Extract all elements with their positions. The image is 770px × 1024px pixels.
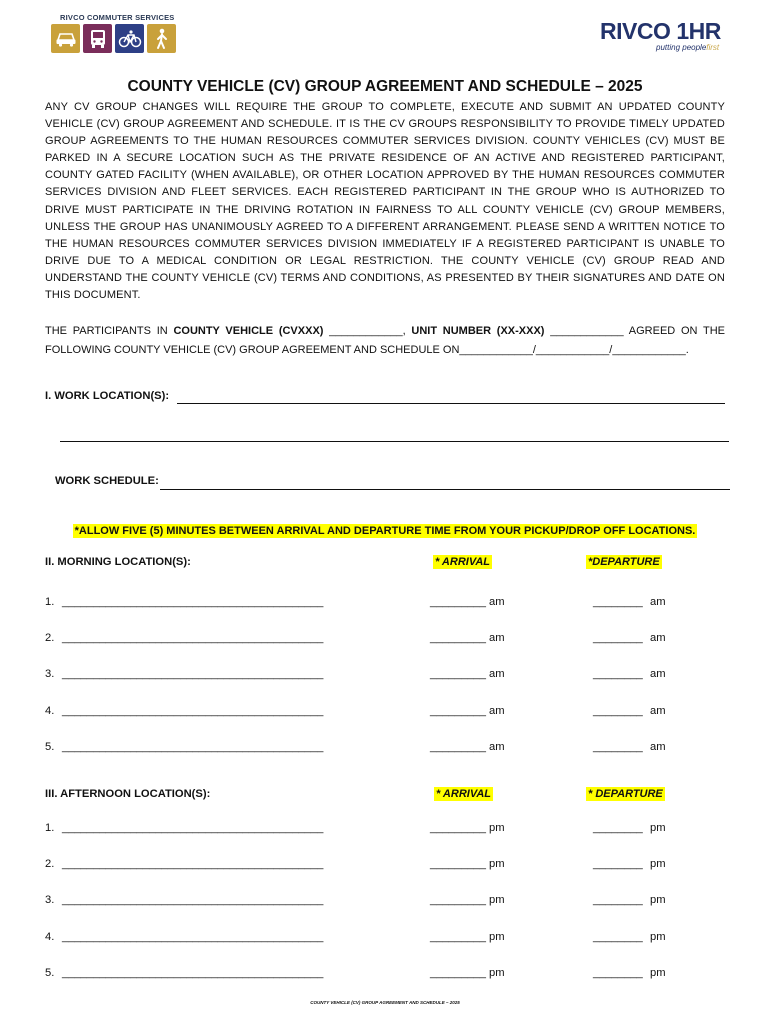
cv-number-field[interactable]: ____________,	[323, 325, 412, 337]
page-footer: COUNTY VEHICLE (CV) GROUP AGREEMENT AND SCHEDULE – 2025	[310, 1000, 460, 1005]
commuter-services-logo-title: RIVCO COMMUTER SERVICES	[60, 13, 175, 22]
row-number: 2.	[45, 632, 55, 645]
document-title: COUNTY VEHICLE (CV) GROUP AGREEMENT AND SCHEDULE – 2025	[127, 78, 643, 95]
departure-time-field[interactable]: ________	[593, 632, 643, 645]
work-location-label: I. WORK LOCATION(S):	[45, 390, 170, 402]
unit-number-field[interactable]: ____________	[544, 325, 629, 337]
arrival-time-field[interactable]: _________	[430, 632, 486, 645]
departure-unit: am	[650, 596, 666, 608]
departure-time-field[interactable]: ________	[593, 668, 643, 681]
hr-logo-left: RIVCO	[600, 18, 671, 44]
arrival-unit: pm	[489, 822, 505, 834]
location-field[interactable]: __________________________________________	[62, 822, 324, 834]
location-field[interactable]: __________________________________________	[62, 704, 324, 717]
cv-number-label: COUNTY VEHICLE (CVXXX)	[173, 325, 324, 337]
bus-icon	[83, 24, 112, 53]
allow-five-minutes-note: *ALLOW FIVE (5) MINUTES BETWEEN ARRIVAL AND DEPARTURE TIME FROM YOUR PICKUP/DROP OFF LOCATIONS.	[74, 525, 696, 537]
hr-logo-right: HR	[688, 18, 721, 44]
departure-time-field[interactable]: ________	[593, 704, 643, 717]
arrival-time-field[interactable]: _________	[430, 822, 486, 834]
departure-unit: pm	[650, 966, 666, 979]
morning-departure-header: *DEPARTURE	[588, 556, 660, 568]
arrival-unit: pm	[489, 894, 505, 907]
location-field[interactable]: __________________________________________	[62, 596, 324, 608]
afternoon-departure-header: * DEPARTURE	[588, 788, 663, 800]
hr-logo-one: 1	[676, 18, 689, 44]
departure-time-field[interactable]: ________	[593, 822, 643, 834]
arrival-time-field[interactable]: _________	[430, 966, 486, 979]
departure-time-field[interactable]: ________	[593, 596, 643, 608]
row-number: 2.	[45, 858, 55, 871]
row-number: 4.	[45, 930, 55, 943]
work-schedule-field[interactable]	[160, 489, 730, 490]
intro-paragraph: ANY CV GROUP CHANGES WILL REQUIRE THE GROUP TO COMPLETE, EXECUTE AND SUBMIT AN UPDATED COUNTY VEHICLE (CV) GROUP AGREEMENT AND SCHEDULE. IT IS THE CV GROUPS RESPONSIBILITY TO PROVIDE TIMELY UPDATED GROUP AGREEMENTS TO THE HUMAN RESOURCES COMMUTER SERVICES DIVISION. COUNTY VEHICLES (CV) MUST BE PARKED IN A SECURE LOCATION SUCH AS THE PRIVATE RESIDENCE OF AN ACTIVE AND REGISTERED PARTICIPANT, COUNTY GATED FACILITY (WHEN AVAILABLE), OR OTHER LOCATION APPROVED BY THE HUMAN RESOURCES COMMUTER SERVICES DIVISION AND FLEET SERVICES. EACH REGISTERED PARTICIPANT IN THE GROUP WHO IS AUTHORIZED TO DRIVE MUST PARTICIPATE IN THE DRIVING ROTATION IN FAIRNESS TO ALL COUNTY VEHICLE (CV) GROUP MEMBERS, UNLESS THE GROUP HAS UNANIMOUSLY AGREED TO A DIFFERENT ARRANGEMENT. PLEASE SEND A WRITTEN NOTICE TO THE HUMAN RESOURCES COMMUTER SERVICES DIVISION IMMEDIATELY IF A REGISTERED PARTICIPANT IS UNABLE TO DRIVE DUE TO A MEDICAL CONDITION OR LEGAL RESTRICTION. THE COUNTY VEHICLE (CV) GROUP READ AND UNDERSTAND THE COUNTY VEHICLE (CV) TERMS AND CONDITIONS, AS PRESENTED BY THEIR SIGNATURES AND DATE ON THIS DOCUMENT.	[45, 101, 725, 302]
arrival-time-field[interactable]: _________	[430, 596, 486, 608]
arrival-unit: am	[489, 632, 505, 645]
location-field[interactable]: __________________________________________	[62, 930, 324, 943]
commuter-services-logo	[51, 24, 176, 53]
departure-time-field[interactable]: ________	[593, 740, 643, 753]
arrival-time-field[interactable]: _________	[430, 740, 486, 753]
morning-arrival-header: * ARRIVAL	[435, 556, 490, 568]
arrival-time-field[interactable]: _________	[430, 668, 486, 681]
arrival-unit: pm	[489, 858, 505, 871]
arrival-unit: am	[489, 740, 505, 753]
departure-unit: pm	[650, 858, 666, 871]
unit-number-label: UNIT NUMBER (XX-XXX)	[411, 325, 545, 337]
walking-icon	[147, 24, 176, 53]
departure-unit: pm	[650, 894, 666, 907]
location-field[interactable]: __________________________________________	[62, 894, 324, 907]
departure-time-field[interactable]: ________	[593, 930, 643, 943]
afternoon-section-label: III. AFTERNOON LOCATION(S):	[45, 788, 211, 800]
arrival-unit: am	[489, 668, 505, 681]
location-field[interactable]: __________________________________________	[62, 740, 324, 753]
departure-time-field[interactable]: ________	[593, 858, 643, 871]
rivco-hr-logo	[600, 18, 721, 45]
row-number: 1.	[45, 596, 55, 608]
allow-note-wrapper	[0, 521, 770, 539]
hr-logo-tagline	[656, 43, 719, 52]
participants-text-2: AGREED ON THE FOLLOWING COUNTY VEHICLE (CV) GROUP AGREEMENT AND SCHEDULE ON____________/____________/____________.	[45, 325, 725, 356]
location-field[interactable]: __________________________________________	[62, 858, 324, 871]
row-number: 4.	[45, 704, 55, 717]
participants-statement	[45, 322, 725, 360]
arrival-time-field[interactable]: _________	[430, 704, 486, 717]
hr-tagline-accent: first	[706, 43, 720, 52]
work-schedule-label: WORK SCHEDULE:	[55, 475, 159, 487]
departure-unit: am	[650, 740, 666, 753]
arrival-unit: pm	[489, 966, 505, 979]
arrival-unit: am	[489, 704, 505, 717]
morning-section-label: II. MORNING LOCATION(S):	[45, 556, 191, 568]
afternoon-arrival-header: * ARRIVAL	[436, 788, 491, 800]
row-number: 5.	[45, 966, 55, 979]
location-field[interactable]: __________________________________________	[62, 966, 324, 979]
departure-unit: pm	[650, 930, 666, 943]
bicycle-icon	[115, 24, 144, 53]
location-field[interactable]: __________________________________________	[62, 668, 324, 681]
arrival-unit: am	[489, 596, 505, 608]
departure-time-field[interactable]: ________	[593, 966, 643, 979]
departure-unit: am	[650, 668, 666, 681]
departure-time-field[interactable]: ________	[593, 894, 643, 907]
arrival-unit: pm	[489, 930, 505, 943]
departure-unit: am	[650, 632, 666, 645]
row-number: 5.	[45, 740, 55, 753]
departure-unit: pm	[650, 822, 666, 834]
row-number: 3.	[45, 894, 55, 907]
participants-text-1: THE PARTICIPANTS IN	[45, 325, 174, 337]
car-icon	[51, 24, 80, 53]
location-field[interactable]: __________________________________________	[62, 632, 324, 645]
work-location-field-2[interactable]	[60, 441, 729, 442]
arrival-time-field[interactable]: _________	[430, 930, 486, 943]
work-location-field-1[interactable]	[177, 403, 725, 404]
arrival-time-field[interactable]: _________	[430, 894, 486, 907]
row-number: 3.	[45, 668, 55, 681]
row-number: 1.	[45, 822, 55, 834]
departure-unit: am	[650, 704, 666, 717]
hr-tagline-main: putting people	[656, 43, 707, 52]
arrival-time-field[interactable]: _________	[430, 858, 486, 871]
